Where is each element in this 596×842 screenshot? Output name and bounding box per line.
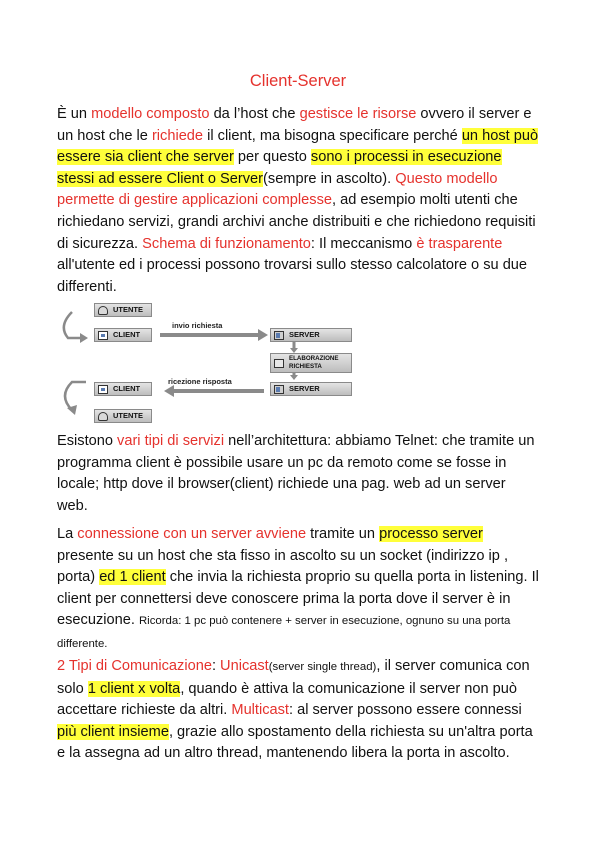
- server-bottom-box: SERVER: [270, 382, 352, 396]
- page-title: Client-Server: [249, 72, 347, 90]
- server-icon: [274, 385, 284, 394]
- curved-arrow-top: [64, 312, 80, 338]
- client-server-diagram: [58, 298, 358, 426]
- user-icon: [98, 306, 108, 315]
- response-arrow-head: [164, 385, 174, 397]
- curved-arrow-top-head: [80, 333, 88, 343]
- paragraph-definition: È un modello composto da l’host che gestisce le risorse ovvero il server e un host che le richiede il client, ma bisogna specificare perché un host può essere sia client che server per questo sono i processi in esecuzione stessi ad essere Client o Server(sempre in ascolto). Questo modello permette di gestire applicazioni complesse, ad esempio molti utenti che richiedano servizi, grandi archivi anche distribuiti e che richiedono requisiti di sicurezza. Schema di funzionamento: Il meccanismo è trasparente all'utente ed i processi possono trovarsi sullo stesso calcolatore o su due differenti.: [57, 106, 539, 295]
- computer-icon: [98, 331, 108, 340]
- server-top-box: SERVER: [270, 328, 352, 342]
- request-label: invio richiesta: [172, 321, 223, 330]
- server-icon: [274, 331, 284, 340]
- user-icon: [98, 412, 108, 421]
- processing-box: ELABORAZIONE RICHIESTA: [270, 353, 352, 373]
- client-bottom-box: CLIENT: [94, 382, 152, 396]
- client-top-box: CLIENT: [94, 328, 152, 342]
- utente-top-box: UTENTE: [94, 303, 152, 317]
- paragraph-communication-types: 2 Tipi di Comunicazione: Unicast(server single thread), il server comunica con solo 1 client x volta, quando è attiva la comunicazione il server non può accettare richieste da altri. Multicast: al server possono essere connessi più client insieme, grazie allo spostamento della richiesta su un'altra porta e la assegna ad un altro thread, mantenendo libera la porta in ascolto.: [57, 658, 533, 762]
- computer-icon: [98, 385, 108, 394]
- request-arrow-head: [258, 329, 268, 341]
- response-label: ricezione risposta: [168, 377, 232, 386]
- process-icon: [274, 359, 284, 368]
- utente-bottom-box: UTENTE: [94, 409, 152, 423]
- paragraph-services: Esistono vari tipi di servizi nell’architettura: abbiamo Telnet: che tramite un programma client è possibile usare un pc da remoto come se fosse in locale; http dove il browser(client) richiede una pag. web ad un server web.: [57, 433, 535, 514]
- paragraph-connection: La connessione con un server avviene tramite un processo server presente su un host che sta fisso in ascolto su un socket (indirizzo ip , porta) ed 1 client che invia la richiesta proprio su quella porta in listening. Il client per connettersi deve conoscere prima la porta dove il server è in esecuzione. Ricorda: 1 pc può contenere + server in esecuzione, ognuno su una porta differente.: [57, 526, 539, 650]
- down-arrow-2-head: [290, 375, 298, 380]
